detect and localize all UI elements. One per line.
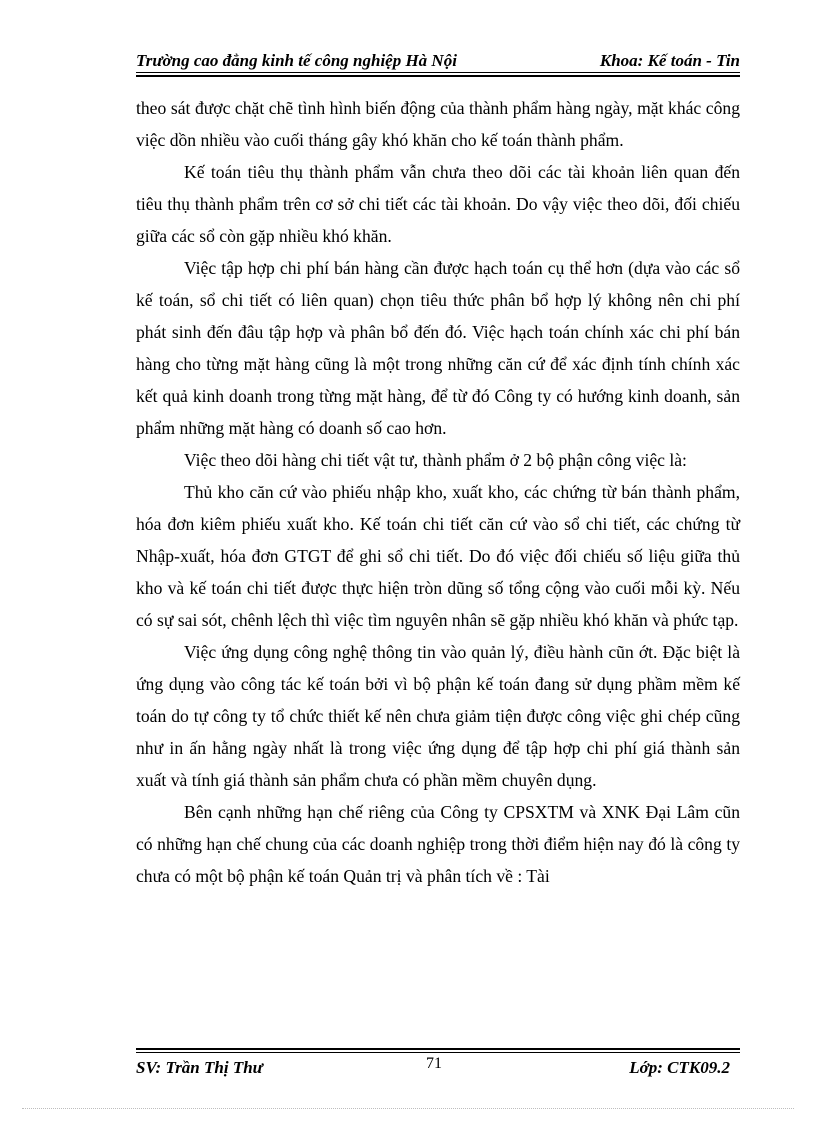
- footer-class-code: Lớp: CTK09.2: [629, 1058, 730, 1077]
- page-footer: [136, 1054, 740, 1078]
- header-rule-thick: [136, 75, 740, 77]
- footer-rule-thick: [136, 1048, 740, 1050]
- paragraph: Kế toán tiêu thụ thành phẩm vẫn chưa theo dõi các tài khoản liên quan đến tiêu thụ thành phẩm trên cơ sở chi tiết các tài khoản. Do vậy việc theo dõi, đối chiếu giữa các sổ còn gặp nhiều khó khăn.: [136, 162, 740, 246]
- header-school-name: Trường cao đẳng kinh tế công nghiệp Hà Nội: [136, 51, 457, 70]
- document-body: [136, 92, 740, 892]
- page-bottom-divider: [22, 1108, 794, 1109]
- header-faculty: Khoa: Kế toán - Tin: [599, 51, 740, 70]
- paragraph: Bên cạnh những hạn chế riêng của Công ty CPSXTM và XNK Đại Lâm cũn có những hạn chế chung của các doanh nghiệp trong thời điểm hiện nay đó là công ty chưa có một bộ phận kế toán Quản trị và phân tích về : Tài: [136, 802, 740, 886]
- paragraph: Việc tập hợp chi phí bán hàng cần được hạch toán cụ thể hơn (dựa vào các sổ kế toán, sổ chi tiết có liên quan) chọn tiêu thức phân bổ hợp lý không nên chi phí phát sinh đến đâu tập hợp và phân bổ đến đó. Việc hạch toán chính xác chi phí bán hàng cho từng mặt hàng cũng là một trong những căn cứ để xác định tính chính xác kết quả kinh doanh trong từng mặt hàng, để từ đó Công ty có hướng kinh doanh, sản phẩm những mặt hàng có doanh số cao hơn.: [136, 258, 740, 438]
- paragraph-continued: theo sát được chặt chẽ tình hình biến động của thành phẩm hàng ngày, mặt khác công việc dồn nhiều vào cuối tháng gây khó khăn cho kế toán thành phẩm.: [136, 98, 740, 150]
- footer-student-name: SV: Trần Thị Thư: [136, 1058, 263, 1077]
- page-header: [136, 50, 740, 72]
- paragraph: Thủ kho căn cứ vào phiếu nhập kho, xuất kho, các chứng từ bán thành phẩm, hóa đơn kiêm phiếu xuất kho. Kế toán chi tiết căn cứ vào sổ chi tiết, các chứng từ Nhập-xuất, hóa đơn GTGT để ghi sổ chi tiết. Do đó việc đối chiếu số liệu giữa thủ kho và kế toán chi tiết được thực hiện tròn dũng số tổng cộng vào cuối mỗi kỳ. Nếu có sự sai sót, chênh lệch thì việc tìm nguyên nhân sẽ gặp nhiều khó khăn và phức tạp.: [136, 482, 740, 630]
- paragraph: Việc theo dõi hàng chi tiết vật tư, thành phẩm ở 2 bộ phận công việc là:: [184, 450, 687, 470]
- paragraph: Việc ứng dụng công nghệ thông tin vào quản lý, điều hành cũn ớt. Đặc biệt là ứng dụng vào công tác kế toán bởi vì bộ phận kế toán đang sử dụng phầm mềm kế toán do tự công ty tổ chức thiết kế nên chưa giảm tiện được công việc ghi chép cũng như in ấn hằng ngày nhất là trong việc ứng dụng để tập hợp chi phí giá thành sản xuất và tính giá thành sản phẩm chưa có phần mềm chuyên dụng.: [136, 642, 740, 790]
- header-rule-thin: [136, 72, 740, 73]
- page-number: 71: [426, 1055, 442, 1072]
